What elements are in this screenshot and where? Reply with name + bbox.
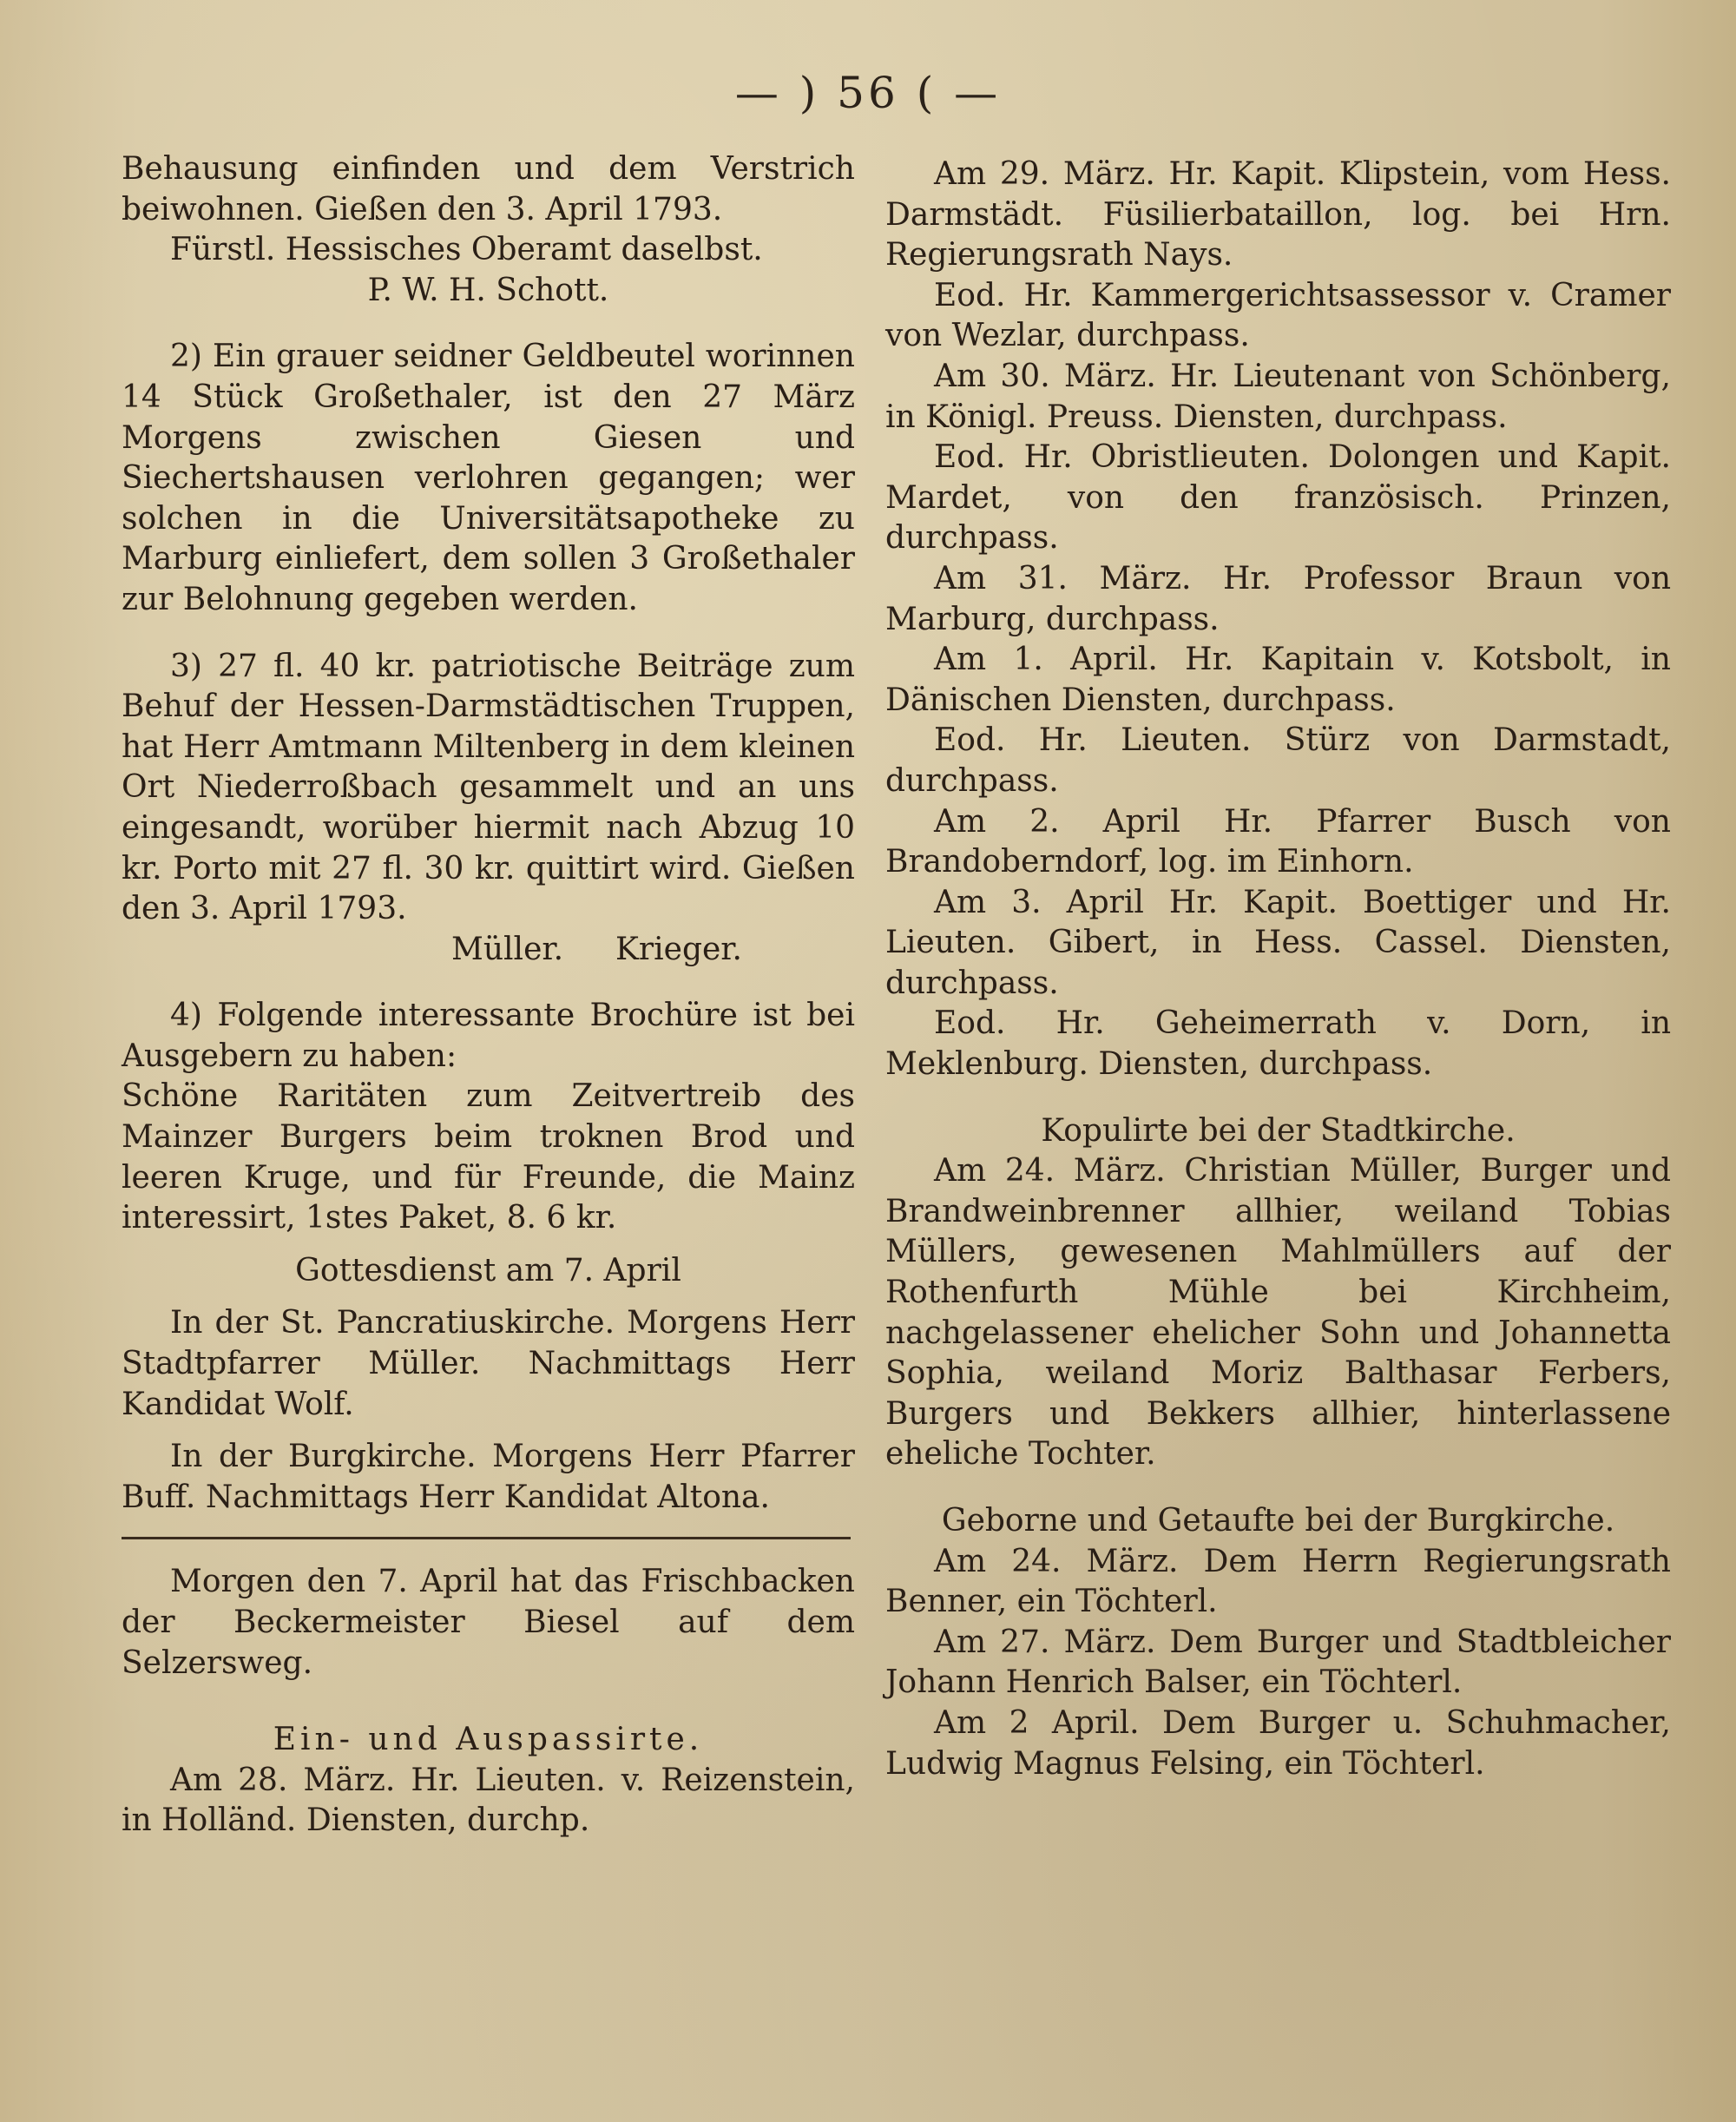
section-divider xyxy=(122,1537,851,1539)
bake-notice: Morgen den 7. April hat das Frischbacken der Beckermeister Biesel auf dem Selzersweg. xyxy=(122,1564,855,1681)
marriage-entry: Am 24. März. Christian Müller, Burger und Brandweinbrenner allhier, weiland Tobias Müllers, gewesenen Mahlmüllers auf der Rothenfurth Mühle bei Kirchheim, nachgelassener ehelicher Sohn und Johannetta Sophia, weiland Moriz Balthasar Ferbers, Burgers und Bekkers allhier, hinterlassene eheliche Tochter. xyxy=(885,1153,1671,1473)
births-heading: Geborne und Getaufte bei der Burgkirche. xyxy=(941,1503,1615,1539)
right-column xyxy=(885,155,1671,1784)
signature-krieger: Krieger. xyxy=(615,931,742,967)
notice-4-intro: 4) Folgende interessante Brochüre ist bei Ausgebern zu haben: xyxy=(122,998,855,1074)
passage-entry: Eod. Hr. Kammergerichtsassessor v. Cramer von Wezlar, durchpass. xyxy=(885,277,1671,354)
birth-entry: Am 24. März. Dem Herrn Regierungsrath Benner, ein Töchterl. xyxy=(885,1543,1671,1620)
service-heading: Gottesdienst am 7. April xyxy=(295,1252,681,1288)
passage-entry: Eod. Hr. Obristlieuten. Dolongen und Kapit. Mardet, von den französisch. Prinzen, durchpass. xyxy=(885,439,1671,557)
marriage-heading: Kopulirte bei der Stadtkirche. xyxy=(1041,1112,1516,1149)
birth-entry: Am 2 April. Dem Burger u. Schuhmacher, Ludwig Magnus Felsing, ein Töchterl. xyxy=(885,1704,1671,1782)
passage-entry: Am 1. April. Hr. Kapitain v. Kotsbolt, in Dänischen Diensten, durchpass. xyxy=(885,642,1671,718)
notice-3-signatures xyxy=(122,930,855,971)
passage-entry: Am 29. März. Hr. Kapit. Klipstein, vom Hess. Darmstädt. Füsilierbataillon, log. bei Hrn. Regierungsrath Nays. xyxy=(885,156,1671,273)
service-pancratius: In der St. Pancratiuskirche. Morgens Herr Stadtpfarrer Müller. Nachmittags Herr Kandidat Wolf. xyxy=(122,1305,855,1422)
passage-entry: Eod. Hr. Lieuten. Stürz von Darmstadt, durchpass. xyxy=(885,722,1671,799)
notice-1-text: Behausung einfinden und dem Verstrich beiwohnen. Gießen den 3. April 1793. xyxy=(122,151,855,227)
passage-entry: Am 30. März. Hr. Lieutenant von Schönberg, in Königl. Preuss. Diensten, durchpass. xyxy=(885,358,1671,435)
notice-1-office: Fürstl. Hessisches Oberamt daselbst. xyxy=(170,232,763,268)
left-column xyxy=(122,149,855,1842)
notice-1-signer: P. W. H. Schott. xyxy=(367,272,609,308)
passage-heading: Ein- und Auspassirte. xyxy=(273,1722,704,1758)
page-number: — ) 56 ( — xyxy=(734,68,1002,118)
notice-2: 2) Ein grauer seidner Geldbeutel worinnen 14 Stück Großethaler, ist den 27 März Morgens zwischen Giesen und Siechertshausen verlohren gegangen; wer solchen in die Universitätsapotheke zu Marburg einliefert, dem sollen 3 Großethaler zur Belohnung gegeben werden. xyxy=(122,339,855,617)
passage-entry: Am 31. März. Hr. Professor Braun von Marburg, durchpass. xyxy=(885,560,1671,637)
notice-3: 3) 27 fl. 40 kr. patriotische Beiträge zum Behuf der Hessen-Darmstädtischen Truppen, hat Herr Amtmann Miltenberg in dem kleinen Ort Niederroßbach gesammelt und an uns eingesandt, worüber hiermit nach Abzug 10 kr. Porto mit 27 fl. 30 kr. quittirt wird. Gießen den 3. April 1793. xyxy=(122,648,855,927)
service-burgkirche: In der Burgkirche. Morgens Herr Pfarrer Buff. Nachmittags Herr Kandidat Altona. xyxy=(122,1439,855,1515)
birth-entry: Am 27. März. Dem Burger und Stadtbleicher Johann Henrich Balser, ein Töchterl. xyxy=(885,1624,1671,1701)
passage-entry-1: Am 28. März. Hr. Lieuten. v. Reizenstein, in Holländ. Diensten, durchp. xyxy=(122,1762,855,1839)
notice-4-title: Schöne Raritäten zum Zeitvertreib des Mainzer Burgers beim troknen Brod und leeren Kruge, und für Freunde, die Mainz interessirt, 1stes Paket, 8. 6 kr. xyxy=(122,1078,855,1236)
passage-entry: Eod. Hr. Geheimerrath v. Dorn, in Meklenburg. Diensten, durchpass. xyxy=(885,1005,1671,1083)
passage-entry: Am 3. April Hr. Kapit. Boettiger und Hr. Lieuten. Gibert, in Hess. Cassel. Diensten, durchpass. xyxy=(885,884,1671,1001)
passage-entry: Am 2. April Hr. Pfarrer Busch von Brandoberndorf, log. im Einhorn. xyxy=(885,803,1671,880)
signature-mueller: Müller. xyxy=(451,931,564,967)
